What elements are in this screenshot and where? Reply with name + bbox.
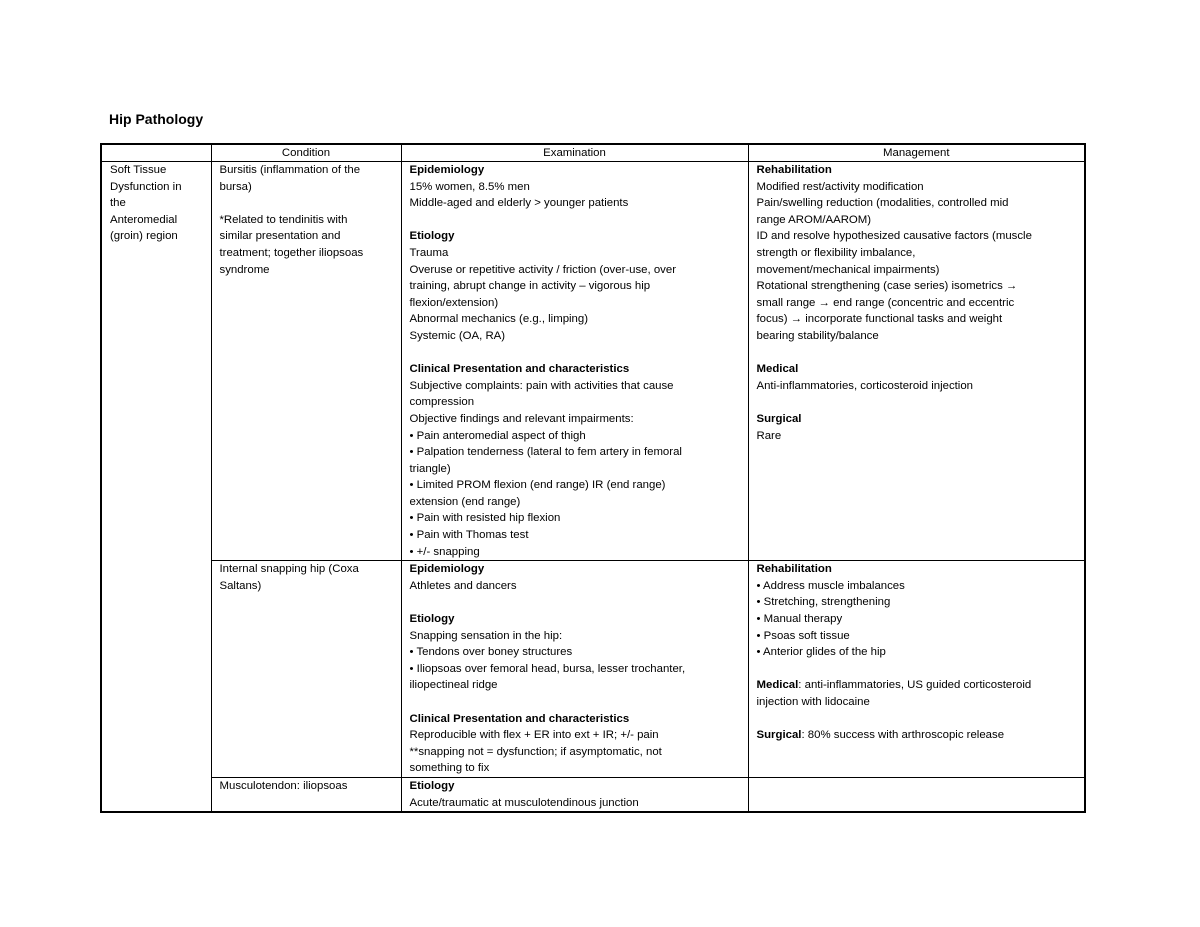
examination-line (410, 345, 748, 362)
condition-cell (211, 162, 401, 561)
line-rest: : 80% success with arthroscopic release (801, 729, 1005, 742)
management-line: Anti-inflammatories, corticosteroid injection (756, 379, 974, 392)
region-line: Dysfunction in (110, 180, 182, 193)
hip-pathology-table (100, 143, 1086, 813)
header-examination: Examination (401, 144, 748, 162)
condition-cell (211, 561, 401, 778)
management-line: Rehabilitation (756, 563, 832, 576)
examination-line: • Pain anteromedial aspect of thigh (409, 429, 586, 442)
examination-line: Epidemiology (409, 563, 485, 576)
table-header-row (101, 144, 1085, 162)
management-line (757, 711, 1085, 728)
table-row (101, 777, 1085, 812)
examination-cell (401, 777, 748, 812)
condition-cell (211, 777, 401, 812)
management-line: Pain/swelling reduction (modalities, controlled mid (756, 197, 1009, 210)
condition-line: *Related to tendinitis with (219, 213, 348, 226)
examination-line (410, 694, 748, 711)
examination-line: iliopectineal ridge (409, 679, 498, 692)
management-cell (748, 162, 1085, 561)
examination-line: **snapping not = dysfunction; if asymptomatic, not (409, 745, 662, 758)
management-line: • Stretching, strengthening (756, 596, 891, 609)
examination-line: Acute/traumatic at musculotendinous junction (409, 796, 639, 809)
condition-line: treatment; together iliopsoas (219, 246, 364, 259)
examination-line: • Pain with Thomas test (409, 529, 529, 542)
condition-line: similar presentation and (219, 230, 341, 243)
region-cell (101, 162, 211, 813)
management-line: Rehabilitation (756, 164, 832, 176)
examination-line: Clinical Presentation and characteristics (409, 363, 630, 376)
examination-line (410, 594, 748, 611)
management-line: Rare (756, 429, 782, 442)
management-line: range AROM/AAROM) (756, 213, 872, 226)
management-cell (748, 561, 1085, 778)
management-line (757, 727, 1085, 744)
examination-line: flexion/extension) (409, 296, 499, 309)
condition-line: Internal snapping hip (Coxa (219, 563, 359, 576)
examination-cell (401, 162, 748, 561)
examination-line: Etiology (409, 230, 455, 243)
examination-line (410, 212, 748, 229)
management-line: bearing stability/balance (756, 329, 879, 342)
region-line: Soft Tissue (110, 164, 167, 176)
management-line: focus) → incorporate functional tasks and weight (756, 313, 1003, 326)
condition-line: Saltans) (219, 579, 262, 592)
header-condition: Condition (211, 144, 401, 162)
condition-line (220, 195, 401, 212)
examination-line: • Limited PROM flexion (end range) IR (end range) (409, 479, 666, 492)
management-line: Medical (756, 363, 799, 376)
examination-line: Systemic (OA, RA) (409, 329, 506, 342)
management-line (757, 677, 1085, 694)
region-line: (groin) region (110, 230, 178, 243)
management-line: Rotational strengthening (case series) isometrics → (756, 280, 1018, 293)
examination-line: Athletes and dancers (409, 579, 517, 592)
management-line: Surgical (756, 412, 802, 425)
region-line: the (110, 197, 126, 210)
examination-line: • Tendons over boney structures (409, 646, 573, 659)
examination-line: Reproducible with flex + ER into ext + IR; +/- pain (409, 729, 659, 742)
examination-line: Epidemiology (409, 164, 485, 176)
examination-line: Snapping sensation in the hip: (409, 629, 563, 642)
header-region (101, 144, 211, 162)
examination-line: • Pain with resisted hip flexion (409, 512, 561, 525)
condition-line: Musculotendon: iliopsoas (219, 779, 348, 792)
management-line: strength or flexibility imbalance, (756, 246, 916, 259)
examination-line: Clinical Presentation and characteristics (409, 712, 630, 725)
examination-line: • +/- snapping (409, 545, 480, 558)
management-cell (748, 777, 1085, 812)
examination-line: Objective findings and relevant impairments: (409, 412, 634, 425)
management-line (757, 661, 1085, 678)
examination-line: Overuse or repetitive activity / friction (over-use, over (409, 263, 677, 276)
bold-prefix: Medical (756, 679, 799, 692)
examination-line: 15% women, 8.5% men (409, 180, 530, 193)
page-title: Hip Pathology (109, 111, 204, 127)
examination-line: • Palpation tenderness (lateral to fem artery in femoral (409, 446, 682, 459)
condition-line: Bursitis (inflammation of the (219, 164, 361, 176)
header-management: Management (748, 144, 1085, 162)
examination-line: Etiology (409, 613, 455, 626)
management-line: • Address muscle imbalances (756, 579, 905, 592)
management-line: injection with lidocaine (756, 696, 870, 708)
management-line: movement/mechanical impairments) (756, 263, 940, 276)
examination-line: Etiology (409, 779, 455, 792)
management-line: • Psoas soft tissue (756, 629, 850, 642)
examination-line: training, abrupt change in activity – vigorous hip (409, 280, 651, 293)
examination-line: triangle) (409, 462, 451, 475)
examination-line: compression (409, 396, 475, 409)
line-rest: : anti-inflammatories, US guided corticosteroid (798, 679, 1032, 692)
examination-line: Abnormal mechanics (e.g., limping) (409, 313, 589, 326)
management-line (757, 394, 1085, 411)
table-row (101, 162, 1085, 561)
examination-line: Subjective complaints: pain with activities that cause (409, 379, 674, 392)
management-line: • Manual therapy (756, 613, 843, 626)
examination-line: something to fix (409, 762, 490, 775)
management-line: • Anterior glides of the hip (756, 646, 886, 659)
examination-line: extension (end range) (409, 495, 521, 508)
examination-cell (401, 561, 748, 778)
management-line (757, 345, 1085, 362)
table-row (101, 561, 1085, 778)
condition-line: syndrome (219, 263, 270, 276)
condition-line: bursa) (219, 180, 252, 193)
examination-line: • Iliopsoas over femoral head, bursa, lesser trochanter, (409, 662, 686, 675)
region-line: Anteromedial (110, 213, 178, 226)
management-line: Modified rest/activity modification (756, 180, 924, 193)
bold-prefix: Surgical (756, 729, 802, 742)
examination-line: Middle-aged and elderly > younger patients (409, 197, 629, 210)
examination-line: Trauma (409, 246, 449, 259)
management-line: small range → end range (concentric and eccentric (756, 296, 1015, 309)
management-line: ID and resolve hypothesized causative factors (muscle (756, 230, 1032, 243)
